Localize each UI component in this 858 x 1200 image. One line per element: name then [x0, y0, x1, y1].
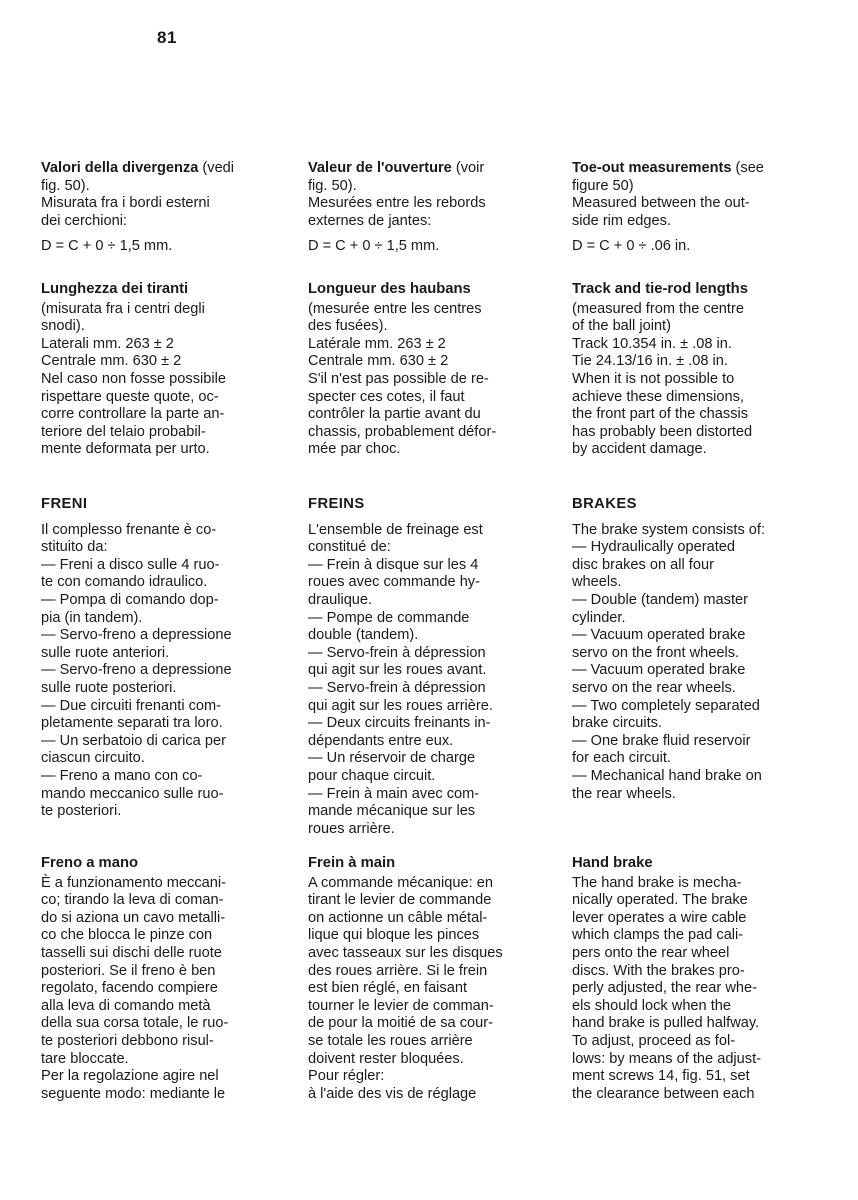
- fr-toe-out-section: [308, 160, 548, 256]
- en-tie-rod-heading: Track and tie-rod lengths: [572, 281, 748, 297]
- fr-hand-brake-text: A commande mécanique: en tirant le levier de commande on actionne un câble métal- lique qui bloque les pinces avec tasseaux sur les disques des roues arrière. Si le frein est bien réglé, en faisant tourner le levier de comman- de pour la moitié de sa cour- se totale les roues arrière doivent rester bloquées. Pour régler: à l'aide des vis de réglage: [308, 874, 503, 1102]
- en-hand-brake-text: The hand brake is mecha- nically operated. The brake lever operates a wire cable which clamps the pad cali- pers onto the rear wheel discs. With the brakes pro- perly adjusted, the rear whe- els should lock when the hand brake is pulled halfway. To adjust, proceed as fol- lows: by means of the adjust- ment screws 14, fig. 51, set the clearance between each: [572, 874, 761, 1102]
- fr-toe-out-formula: D = C + 0 ÷ 1,5 mm.: [308, 238, 440, 255]
- it-tie-rod-heading: Lunghezza dei tiranti: [41, 281, 189, 297]
- fr-toe-out-heading-line: [308, 160, 548, 195]
- it-brakes-section: [41, 496, 281, 821]
- it-toe-out-heading: Valori della divergenza: [41, 160, 199, 176]
- it-hand-brake-heading: Freno a mano: [41, 855, 139, 871]
- it-tie-rod-section: [41, 281, 281, 459]
- it-hand-brake-text: È a funzionamento meccani- co; tirando la leva di coman- do si aziona un cavo metalli- co che blocca le pinze con tasselli sui dischi delle ruote posteriori. Se il freno è ben regolato, facendo compiere alla leva di comando metà della sua corsa totale, le ruo- te posteriori debbono risul- tare bloccate. Per la regolazione agire nel seguente modo: mediante le: [41, 874, 229, 1102]
- it-brakes-list: Il complesso frenante è co- stituito da: — Freni a disco sulle 4 ruo- te con comando idraulico. — Pompa di comando dop- pia (in tandem). — Servo-freno a depressione sulle ruote anteriori. — Servo-freno a depressione sulle ruote posteriori. — Due circuiti frenanti com- pletamente separati tra loro. — Un serbatoio di carica per ciascun circuito. — Freno a mano con co- mando meccanico sulle ruo- te posteriori.: [41, 521, 232, 820]
- it-toe-out-text: Misurata fra i bordi esterni dei cerchioni:: [41, 195, 210, 229]
- en-toe-out-heading-line: [572, 160, 812, 195]
- en-toe-out-section: [572, 160, 812, 256]
- fr-brakes-section: [308, 496, 548, 838]
- it-tie-rod-values: (misurata fra i centri degli snodi). Laterali mm. 263 ± 2 Centrale mm. 630 ± 2: [41, 300, 205, 370]
- it-toe-out-heading-ref: (vedi fig. 50).: [41, 160, 235, 194]
- fr-toe-out-heading-ref: (voir fig. 50).: [308, 160, 485, 194]
- fr-hand-brake-heading: Frein à main: [308, 855, 396, 871]
- en-toe-out-heading: Toe-out measurements: [572, 160, 732, 176]
- fr-tie-rod-heading: Longueur des haubans: [308, 281, 471, 297]
- it-hand-brake-section: [41, 855, 281, 1103]
- fr-toe-out-text: Mesurées entre les rebords externes de jantes:: [308, 195, 486, 229]
- it-tie-rod-note: Nel caso non fosse possibile rispettare queste quote, oc- corre controllare la parte an- teriore del telaio probabil- mente deformata per urto.: [41, 370, 226, 458]
- en-brakes-heading: BRAKES: [572, 496, 637, 512]
- fr-tie-rod-section: [308, 281, 548, 459]
- en-brakes-section: [572, 496, 812, 803]
- en-toe-out-heading-ref: (see figure 50): [572, 160, 764, 194]
- fr-toe-out-heading: Valeur de l'ouverture: [308, 160, 452, 176]
- it-toe-out-formula: D = C + 0 ÷ 1,5 mm.: [41, 238, 173, 255]
- page-number: 81: [157, 28, 177, 47]
- en-brakes-list: The brake system consists of: — Hydraulically operated disc brakes on all four wheels. — Double (tandem) master cylinder. — Vacuum operated brake servo on the front wheels. — Vacuum operated brake servo on the rear wheels. — Two completely separated brake circuits. — One brake fluid reservoir for each circuit. — Mechanical hand brake on the rear wheels.: [572, 521, 766, 802]
- fr-tie-rod-note: S'il n'est pas possible de re- specter ces cotes, il faut contrôler la partie avant du chassis, probablement défor- mée par choc.: [308, 370, 497, 458]
- en-hand-brake-heading: Hand brake: [572, 855, 653, 871]
- fr-hand-brake-section: [308, 855, 548, 1103]
- it-toe-out-heading-line: [41, 160, 281, 195]
- en-toe-out-text: Measured between the out- side rim edges.: [572, 195, 750, 229]
- en-tie-rod-section: [572, 281, 812, 459]
- en-toe-out-formula: D = C + 0 ÷ .06 in.: [572, 238, 691, 255]
- fr-brakes-list: L'ensemble de freinage est constitué de: — Frein à disque sur les 4 roues avec commande hy- draulique. — Pompe de commande double (tandem). — Servo-frein à dépression qui agit sur les roues avant. — Servo-frein à dépression qui agit sur les roues arrière. — Deux circuits freinants in- dépendants entre eux. — Un réservoir de charge pour chaque circuit. — Frein à main avec com- mande mécanique sur les roues arrière.: [308, 521, 493, 837]
- it-brakes-heading: FRENI: [41, 496, 88, 512]
- fr-brakes-heading: FREINS: [308, 496, 365, 512]
- en-tie-rod-values: (measured from the centre of the ball joint) Track 10.354 in. ± .08 in. Tie 24.13/16 in. ± .08 in.: [572, 300, 744, 370]
- en-tie-rod-note: When it is not possible to achieve these dimensions, the front part of the chassis has probably been distorted by accident damage.: [572, 370, 753, 458]
- it-toe-out-section: [41, 160, 281, 256]
- fr-tie-rod-values: (mesurée entre les centres des fusées). Latérale mm. 263 ± 2 Centrale mm. 630 ± 2: [308, 300, 482, 370]
- en-hand-brake-section: [572, 855, 812, 1103]
